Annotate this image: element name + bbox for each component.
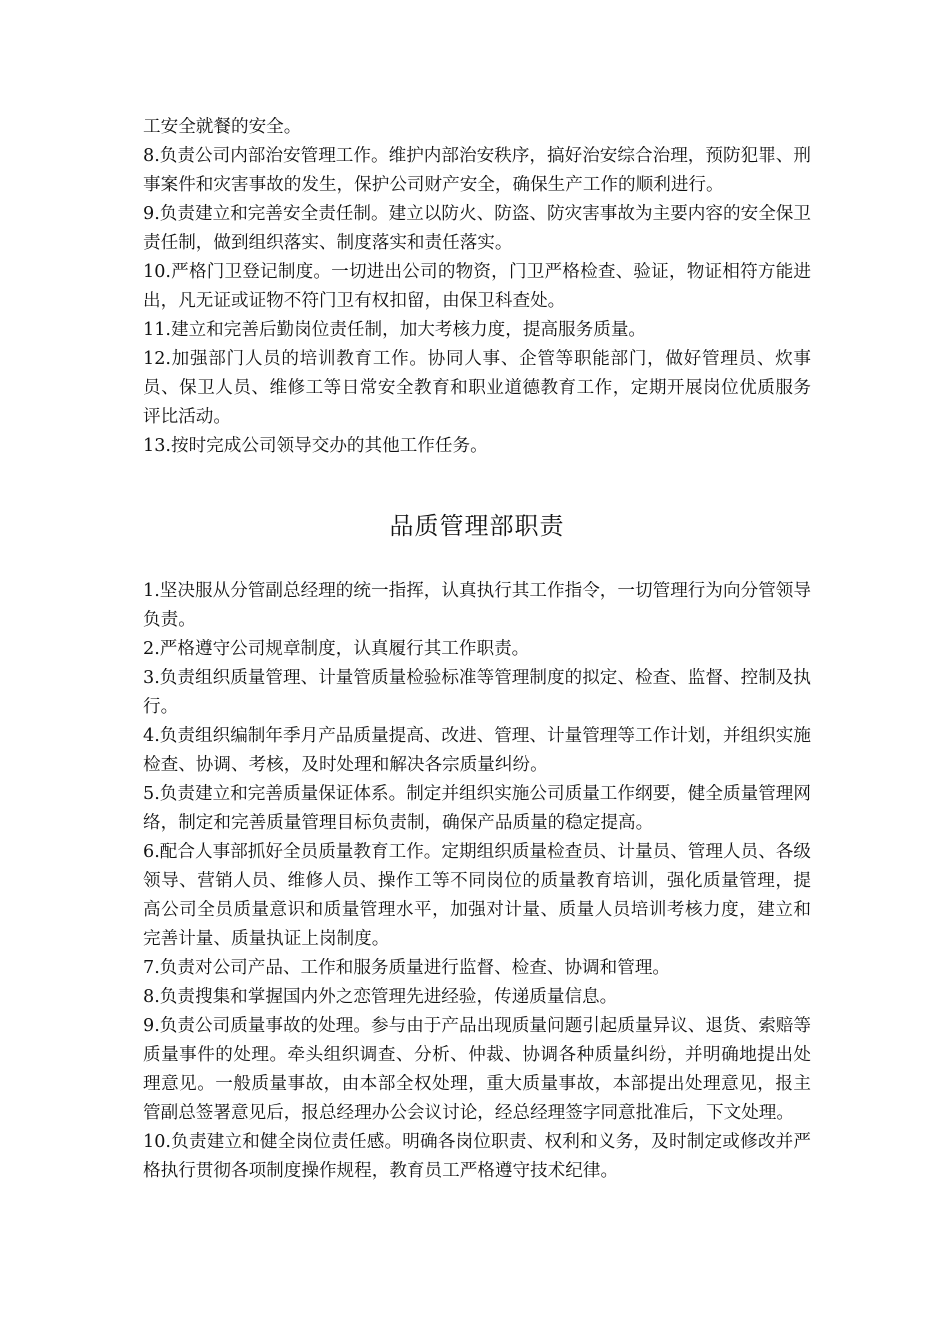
quality-duties-section bbox=[143, 577, 811, 1186]
paragraph: 2.严格遵守公司规章制度，认真履行其工作职责。 bbox=[143, 639, 530, 659]
paragraph: 12.加强部门人员的培训教育工作。协同人事、企管等职能部门，做好管理员、炊事员、保卫人员、维修工等日常安全教育和职业道德教育工作，定期开展岗位优质服务评比活动。 bbox=[143, 349, 811, 427]
paragraph: 11.建立和完善后勤岗位责任制，加大考核力度，提高服务质量。 bbox=[143, 320, 647, 340]
paragraph: 7.负责对公司产品、工作和服务质量进行监督、检查、协调和管理。 bbox=[143, 958, 671, 978]
paragraph: 6.配合人事部抓好全员质量教育工作。定期组织质量检查员、计量员、管理人员、各级领导、营销人员、维修人员、操作工等不同岗位的质量教育培训，强化质量管理，提高公司全员质量意识和质量管理水平，加强对计量、质量人员培训考核力度，建立和完善计量、质量执证上岗制度。 bbox=[143, 842, 811, 949]
paragraph: 10.负责建立和健全岗位责任感。明确各岗位职责、权利和义务，及时制定或修改并严格执行贯彻各项制度操作规程，教育员工严格遵守技术纪律。 bbox=[143, 1132, 811, 1181]
section-heading bbox=[143, 508, 811, 544]
paragraph: 4.负责组织编制年季月产品质量提高、改进、管理、计量管理等工作计划，并组织实施检查、协调、考核，及时处理和解决各宗质量纠纷。 bbox=[143, 726, 811, 775]
paragraph: 8.负责搜集和掌握国内外之恋管理先进经验，传递质量信息。 bbox=[143, 987, 618, 1007]
paragraph: 9.负责建立和完善安全责任制。建立以防火、防盗、防灾害事故为主要内容的安全保卫责任制，做到组织落实、制度落实和责任落实。 bbox=[143, 204, 811, 253]
paragraph: 10.严格门卫登记制度。一切进出公司的物资，门卫严格检查、验证，物证相符方能进出，凡无证或证物不符门卫有权扣留，由保卫科查处。 bbox=[143, 262, 811, 311]
paragraph: 8.负责公司内部治安管理工作。维护内部治安秩序，搞好治安综合治理，预防犯罪、刑事案件和灾害事故的发生，保护公司财产安全，确保生产工作的顺利进行。 bbox=[143, 146, 811, 195]
paragraph: 9.负责公司质量事故的处理。参与由于产品出现质量问题引起质量异议、退货、索赔等质量事件的处理。牵头组织调查、分析、仲裁、协调各种质量纠纷，并明确地提出处理意见。一般质量事故，由本部全权处理，重大质量事故，本部提出处理意见，报主管副总签署意见后，报总经理办公会议讨论，经总经理签字同意批准后，下文处理。 bbox=[143, 1016, 811, 1123]
security-duties-section bbox=[143, 113, 811, 461]
paragraph: 5.负责建立和完善质量保证体系。制定并组织实施公司质量工作纲要，健全质量管理网络，制定和完善质量管理目标负责制，确保产品质量的稳定提高。 bbox=[143, 784, 811, 833]
document-page bbox=[143, 113, 811, 1186]
paragraph: 1.坚决服从分管副总经理的统一指挥，认真执行其工作指令，一切管理行为向分管领导负责。 bbox=[143, 581, 811, 630]
paragraph: 13.按时完成公司领导交办的其他工作任务。 bbox=[143, 436, 488, 456]
paragraph: 3.负责组织质量管理、计量管质量检验标准等管理制度的拟定、检查、监督、控制及执行。 bbox=[143, 668, 811, 717]
paragraph: 工安全就餐的安全。 bbox=[143, 117, 302, 137]
section-title: 品质管理部职责 bbox=[389, 512, 565, 540]
